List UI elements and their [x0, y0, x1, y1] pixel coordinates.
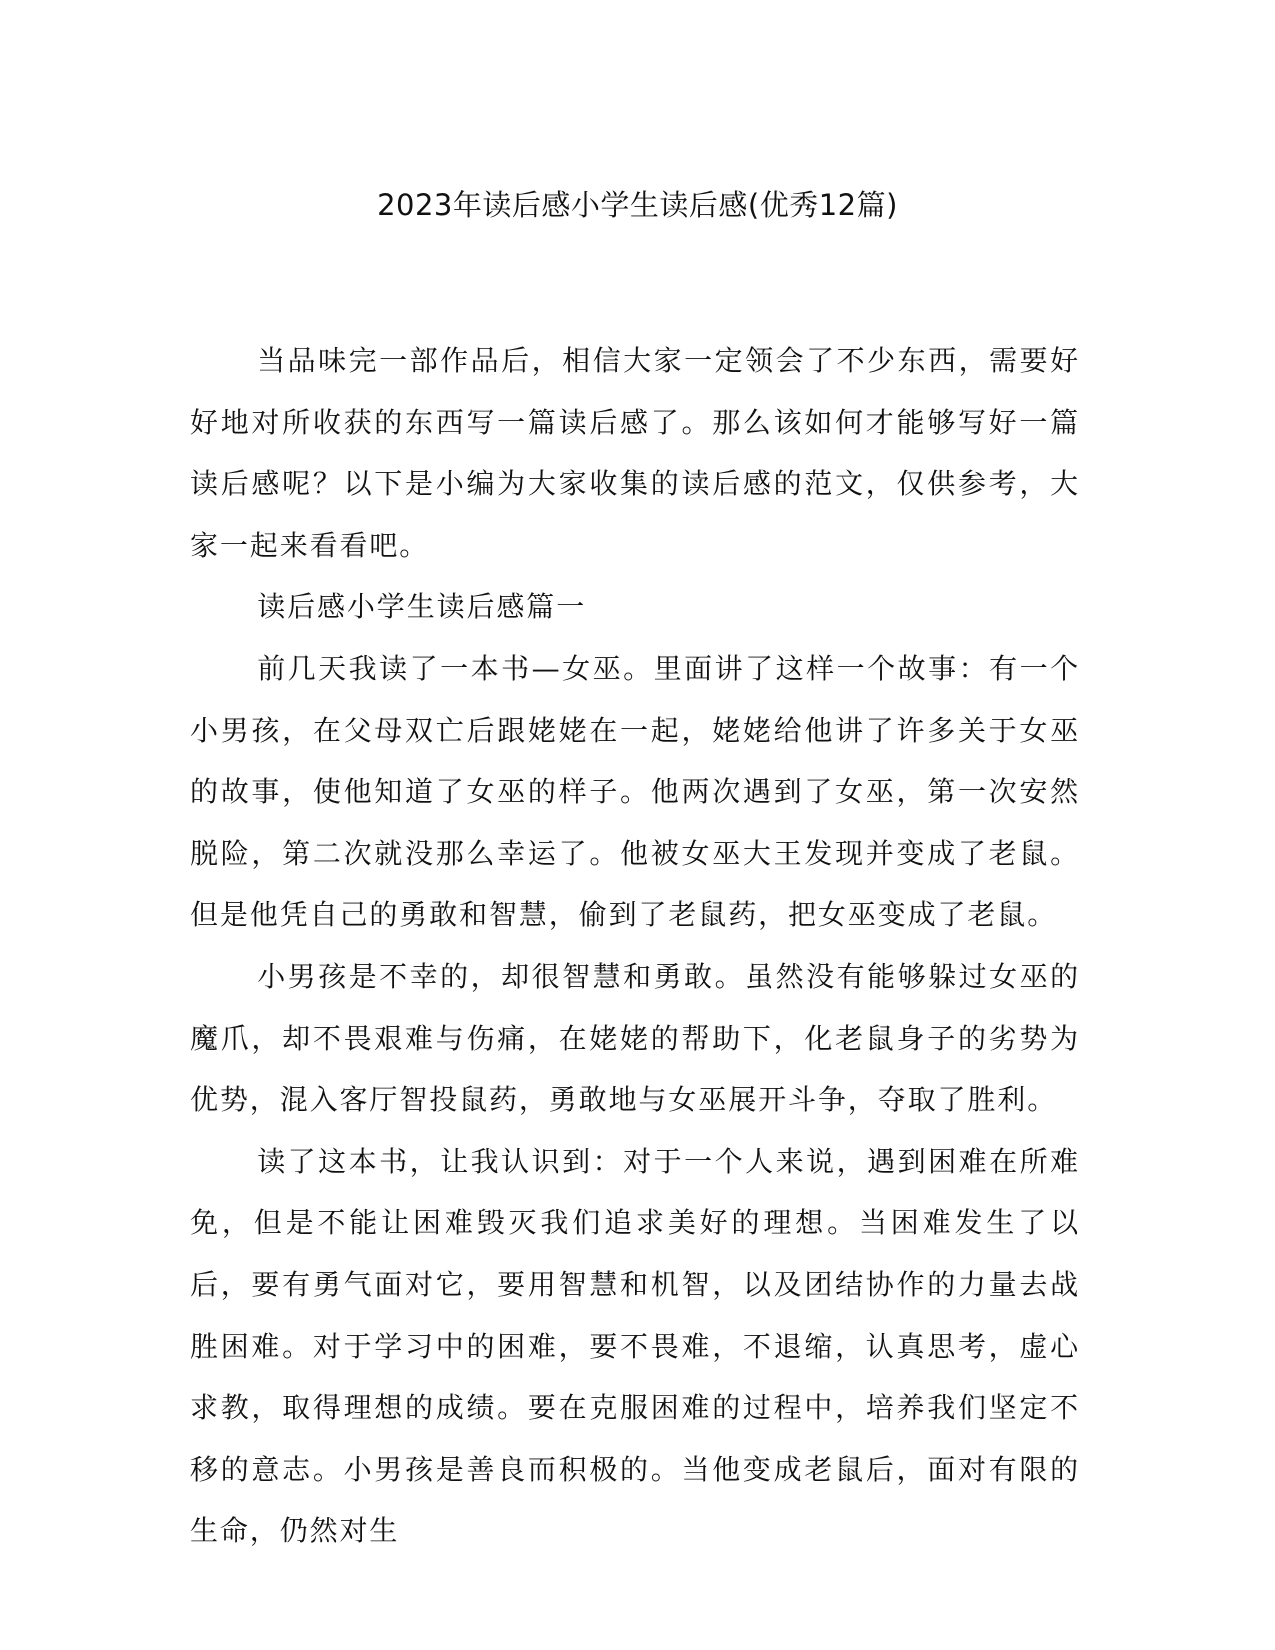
body-paragraph: 小男孩是不幸的，却很智慧和勇敢。虽然没有能够躲过女巫的魔爪，却不畏艰难与伤痛，在姥姥的帮助下，化老鼠身子的劣势为优势，混入客厅智投鼠药，勇敢地与女巫展开斗争，夺取了胜利。 [190, 959, 1080, 1117]
body-paragraph: 读了这本书，让我认识到：对于一个人来说，遇到困难在所难免，但是不能让困难毁灭我们追求美好的理想。当困难发生了以后，要有勇气面对它，要用智慧和机智，以及团结协作的力量去战胜困难。对于学习中的困难，要不畏难，不退缩，认真思考，虚心求教，取得理想的成绩。要在克服困难的过程中，培养我们坚定不移的意志。小男孩是善良而积极的。当他变成老鼠后，面对有限的生命，仍然对生 [190, 1144, 1080, 1548]
body-paragraph: 前几天我读了一本书—女巫。里面讲了这样一个故事：有一个小男孩，在父母双亡后跟姥姥在一起，姥姥给他讲了许多关于女巫的故事，使他知道了女巫的样子。他两次遇到了女巫，第一次安然脱险，第二次就没那么幸运了。他被女巫大王发现并变成了老鼠。但是他凭自己的勇敢和智慧，偷到了老鼠药，把女巫变成了老鼠。 [190, 651, 1080, 932]
document-body [190, 330, 1080, 1562]
intro-paragraph: 当品味完一部作品后，相信大家一定领会了不少东西，需要好好地对所收获的东西写一篇读后感了。那么该如何才能够写好一篇读后感呢？以下是小编为大家收集的读后感的范文，仅供参考，大家一起来看看吧。 [190, 344, 1080, 562]
section-heading: 读后感小学生读后感篇一 [257, 590, 587, 624]
document-title: 2023年读后感小学生读后感(优秀12篇) [377, 188, 898, 222]
